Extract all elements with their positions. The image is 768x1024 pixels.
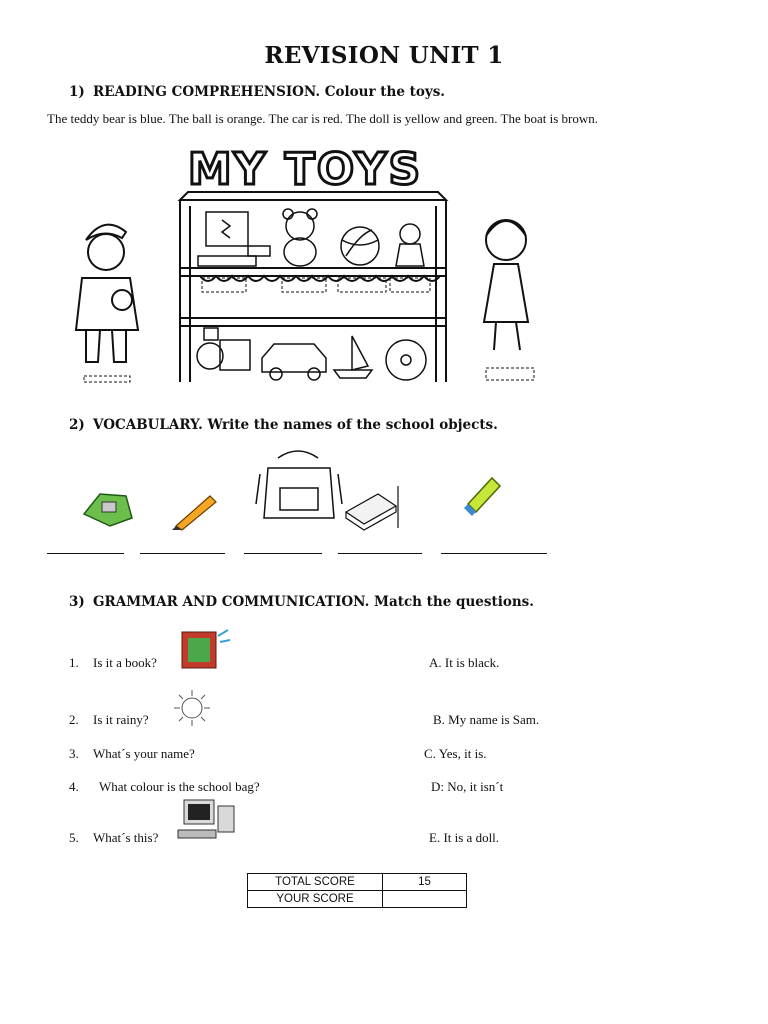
section-1-heading <box>69 84 445 100</box>
answer-blank-1[interactable] <box>47 553 124 554</box>
section-3-number: 3) <box>69 594 85 610</box>
cd-icon <box>386 340 426 380</box>
pencil-icon <box>170 490 218 535</box>
table-row <box>248 874 467 891</box>
car-icon <box>262 344 326 380</box>
section-3-title: GRAMMAR AND COMMUNICATION. Match the questions. <box>93 594 534 610</box>
book-icon <box>178 628 232 675</box>
my-toys-illustration <box>70 140 540 382</box>
total-score-label: TOTAL SCORE <box>248 874 383 891</box>
sun-icon <box>166 688 216 733</box>
your-score-value[interactable] <box>383 891 467 908</box>
table-row <box>248 891 467 908</box>
section-1-number: 1) <box>69 84 85 100</box>
answer-d: D: No, it isn´t <box>431 779 504 794</box>
girl-figure-icon <box>484 220 534 380</box>
section-2-number: 2) <box>69 417 85 433</box>
eraser-icon <box>342 484 402 535</box>
computer-icon <box>176 796 240 849</box>
doll-toy-icon <box>396 224 424 266</box>
answer-blank-3[interactable] <box>244 553 322 554</box>
teddy-bear-icon <box>283 209 317 266</box>
section-2-title: VOCABULARY. Write the names of the school objects. <box>93 417 498 433</box>
your-score-label: YOUR SCORE <box>248 891 383 908</box>
question-4: 4. What colour is the school bag? <box>69 779 260 794</box>
answer-c: C. Yes, it is. <box>424 746 487 761</box>
boy-figure-icon <box>76 225 138 382</box>
answer-e: E. It is a doll. <box>429 830 500 845</box>
answer-a: A. It is black. <box>429 655 500 670</box>
my-toys-title: MY TOYS <box>187 144 423 195</box>
answer-blank-4[interactable] <box>338 553 422 554</box>
train-icon <box>197 328 250 370</box>
highlighter-icon <box>454 474 500 529</box>
section-3-heading <box>69 594 534 610</box>
ball-icon <box>341 227 379 265</box>
score-table <box>247 873 467 908</box>
reading-sentence: The teddy bear is blue. The ball is orange. The car is red. The doll is yellow and green. The boat is brown. <box>47 111 599 126</box>
total-score-value: 15 <box>383 874 467 891</box>
answer-blank-5[interactable] <box>441 553 547 554</box>
boat-icon <box>334 336 372 378</box>
answer-blank-2[interactable] <box>140 553 225 554</box>
answer-b: B. My name is Sam. <box>433 712 540 727</box>
page-title: REVISION UNIT 1 <box>264 42 504 69</box>
computer-toy-icon <box>198 212 270 266</box>
question-5: 5. What´s this? <box>69 830 159 845</box>
question-1: 1. Is it a book? <box>69 655 157 670</box>
section-2-heading <box>69 417 498 433</box>
question-3: 3. What´s your name? <box>69 746 195 761</box>
question-2: 2. Is it rainy? <box>69 712 149 727</box>
toys-svg <box>70 140 540 382</box>
school-bag-icon <box>254 448 344 533</box>
sharpener-icon <box>80 486 136 533</box>
section-1-title: READING COMPREHENSION. Colour the toys. <box>93 84 446 100</box>
